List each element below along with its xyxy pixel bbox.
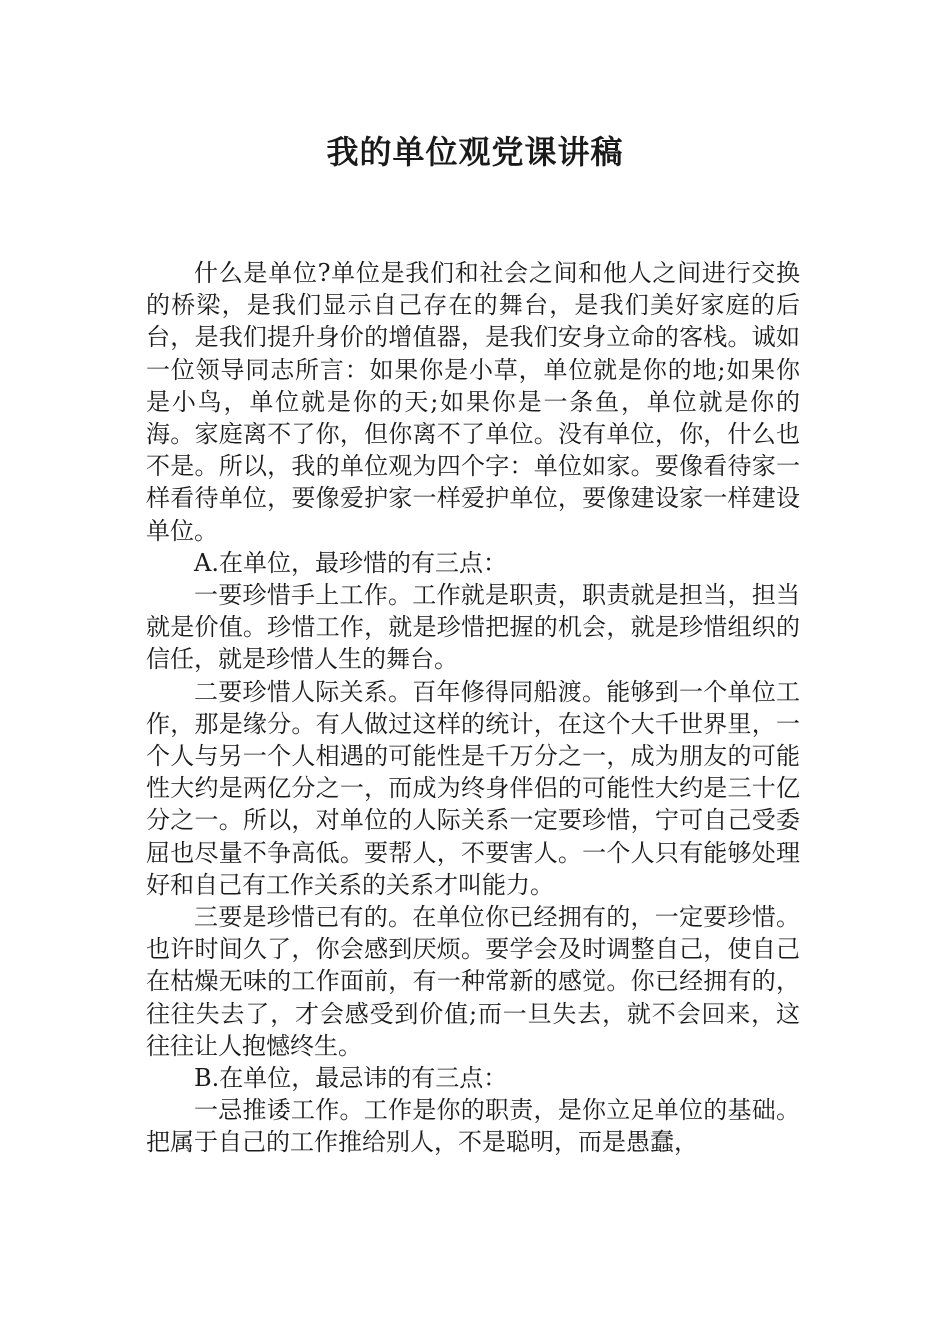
paragraph-cherish-work: 一要珍惜手上工作。工作就是职责，职责就是担当，担当就是价值。珍惜工作，就是珍惜把握的机会，就是珍惜组织的信任，就是珍惜人生的舞台。 xyxy=(146,581,800,674)
document-body xyxy=(146,257,800,1159)
section-heading-b: B.在单位，最忌讳的有三点： xyxy=(194,1064,508,1093)
paragraph-intro: 什么是单位?单位是我们和社会之间和他人之间进行交换的桥梁，是我们显示自己存在的舞台，是我们美好家庭的后台，是我们提升身价的增值器，是我们安身立命的客栈。诚如一位领导同志所言：如果你是小草，单位就是你的地;如果你是小鸟，单位就是你的天;如果你是一条鱼，单位就是你的海。家庭离不了你，但你离不了单位。没有单位，你，什么也不是。所以，我的单位观为四个字：单位如家。要像看待家一样看待单位，要像爱护家一样爱护单位，要像建设家一样建设单位。 xyxy=(146,259,800,545)
section-heading-a: A.在单位，最珍惜的有三点： xyxy=(194,548,507,577)
paragraph-cherish-possessions: 三要是珍惜已有的。在单位你已经拥有的，一定要珍惜。也许时间久了，你会感到厌烦。要学会及时调整自己，使自己在枯燥无味的工作面前，有一种常新的感觉。你已经拥有的，往往失去了，才会感受到价值;而一旦失去，就不会回来，这往往让人抱憾终生。 xyxy=(146,903,800,1060)
paragraph-avoid-shirking: 一忌推诿工作。工作是你的职责，是你立足单位的基础。把属于自己的工作推给别人，不是聪明，而是愚蠢， xyxy=(146,1096,800,1157)
paragraph-cherish-relationships: 二要珍惜人际关系。百年修得同船渡。能够到一个单位工作，那是缘分。有人做过这样的统计，在这个大千世界里，一个人与另一个人相遇的可能性是千万分之一，成为朋友的可能性大约是两亿分之一，而成为终身伴侣的可能性大约是三十亿分之一。所以，对单位的人际关系一定要珍惜，宁可自己受委屈也尽量不争高低。要帮人，不要害人。一个人只有能够处理好和自己有工作关系的关系才叫能力。 xyxy=(146,677,800,899)
document-title: 我的单位观党课讲稿 xyxy=(326,133,624,171)
